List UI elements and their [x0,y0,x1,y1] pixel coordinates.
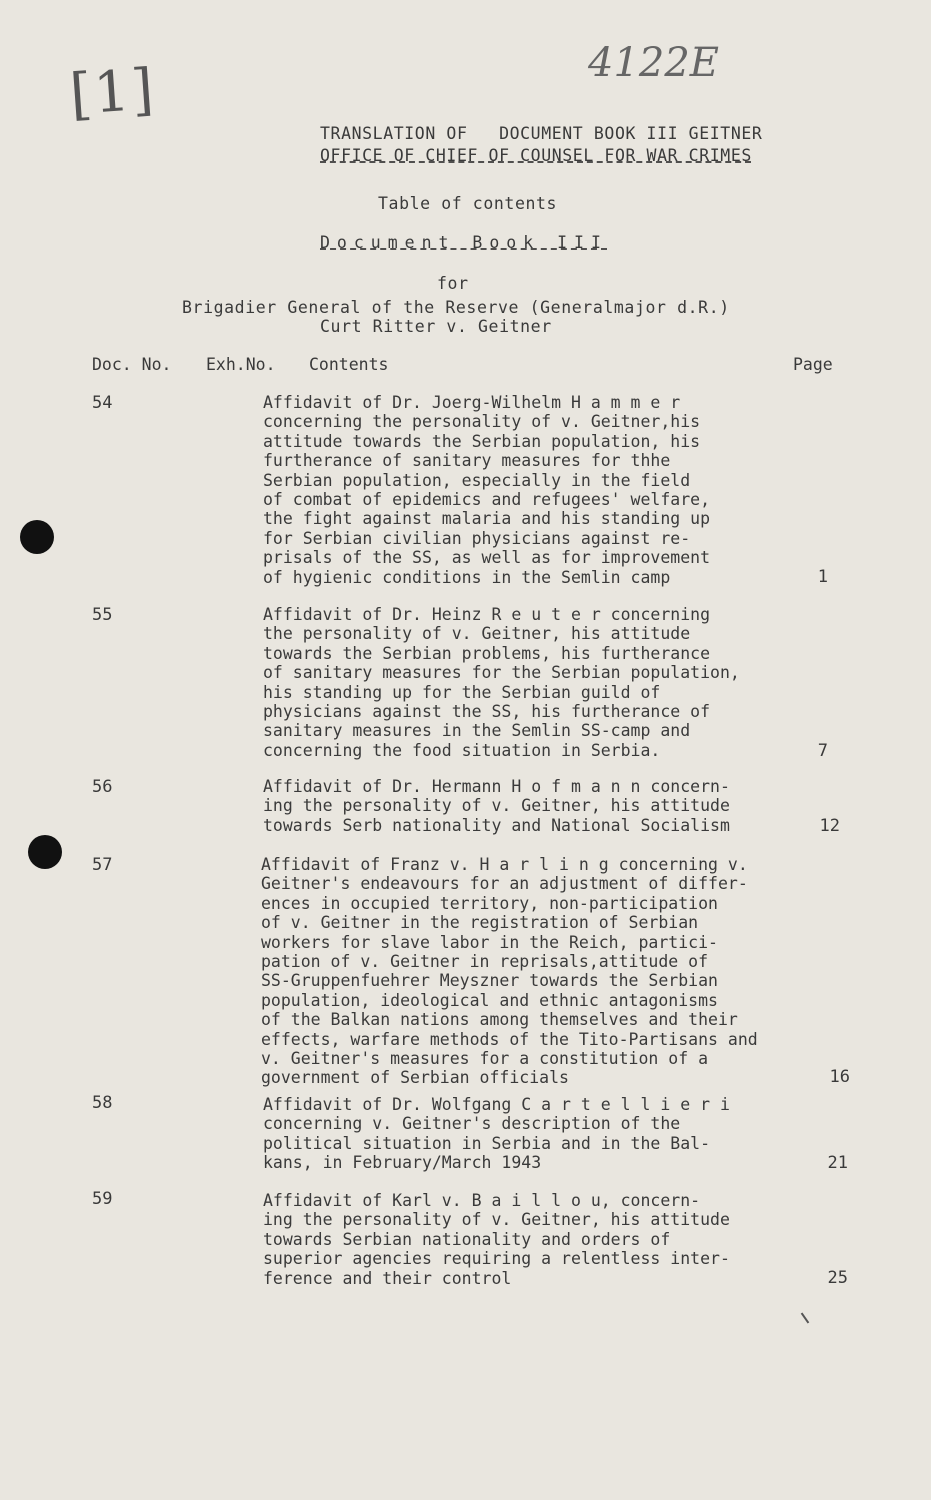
entry-page-number: 7 [817,741,828,761]
entry-doc-number: 58 [92,1093,113,1113]
entry-doc-number: 54 [92,393,113,413]
header-line-2: OFFICE OF CHIEF OF COUNSEL FOR WAR CRIMES [320,146,752,165]
entry-contents: Affidavit of Karl v. B a i l l o u, concern- ing the personality of v. Geitner, his attitude towards Serbian nationality and orders of superior agencies requiring a relentless inter- ference and their control [263,1191,730,1288]
entry-page-number: 1 [817,567,828,587]
entry-contents: Affidavit of Dr. Wolfgang C a r t e l l i e r i concerning v. Geitner's description of the political situation in Serbia and in the Bal- kans, in February/March 1943 [263,1095,730,1173]
handwritten-stamp-number: 4122E [588,40,719,86]
handwritten-bracket-number: [1] [67,57,158,128]
entry-doc-number: 57 [92,855,113,875]
entry-contents: Affidavit of Franz v. H a r l i n g concerning v. Geitner's endeavours for an adjustment of differ- ences in occupied territory, non-participation of v. Geitner in the registration of Serbian workers for slave labor in the Reich, partici- pation of v. Geitner in reprisals,attitude of SS-Gruppenfuehrer Meyszner towards the Serbian population, ideological and ethnic antagonisms of the Balkan nations among themselves and their effects, warfare methods of the Tito-Partisans and v. Geitner's measures for a constitution of a government of Serbian officials [261,855,758,1088]
entry-contents: Affidavit of Dr. Joerg-Wilhelm H a m m e r concerning the personality of v. Geitner,his attitude towards the Serbian population, his furtherance of sanitary measures for thhe Serbian population, especially in the field of combat of epidemics and refugees' welfare, the fight against malaria and his standing up for Serbian civilian physicians against re- prisals of the SS, as well as for improvement of hygienic conditions in the Semlin camp [263,393,711,587]
entry-contents: Affidavit of Dr. Hermann H o f m a n n concern- ing the personality of v. Geitner, his attitude towards Serb nationality and National Socialism [263,777,730,835]
entry-page-number: 21 [827,1153,848,1173]
column-header-exh-no: Exh.No. [206,355,276,374]
stray-pencil-mark [801,1313,810,1324]
entry-page-number: 16 [829,1067,850,1087]
column-header-contents: Contents [309,355,389,374]
column-header-page: Page [793,355,833,374]
entry-doc-number: 55 [92,605,113,625]
entry-doc-number: 56 [92,777,113,797]
subject-line-1: Brigadier General of the Reserve (Generalmajor d.R.) [182,298,730,317]
entry-doc-number: 59 [92,1189,113,1209]
punch-hole-top [20,520,54,554]
punch-hole-bottom [28,835,62,869]
for-word: for [437,274,469,293]
subject-line-2: Curt Ritter v. Geitner [320,317,552,336]
entry-contents: Affidavit of Dr. Heinz R e u t e r concerning the personality of v. Geitner, his attitude towards the Serbian problems, his furtherance of sanitary measures for the Serbian population, his standing up for the Serbian guild of physicians against the SS, his furtherance of sanitary measures in the Semlin SS-camp and concerning the food situation in Serbia. [263,605,740,760]
book-title: Document Book III [320,233,608,252]
toc-title: Table of contents [378,194,558,213]
header-line-1: TRANSLATION OF DOCUMENT BOOK III GEITNER [320,124,763,143]
entry-page-number: 12 [819,816,840,836]
column-header-doc-no: Doc. No. [92,355,172,374]
entry-page-number: 25 [827,1268,848,1288]
